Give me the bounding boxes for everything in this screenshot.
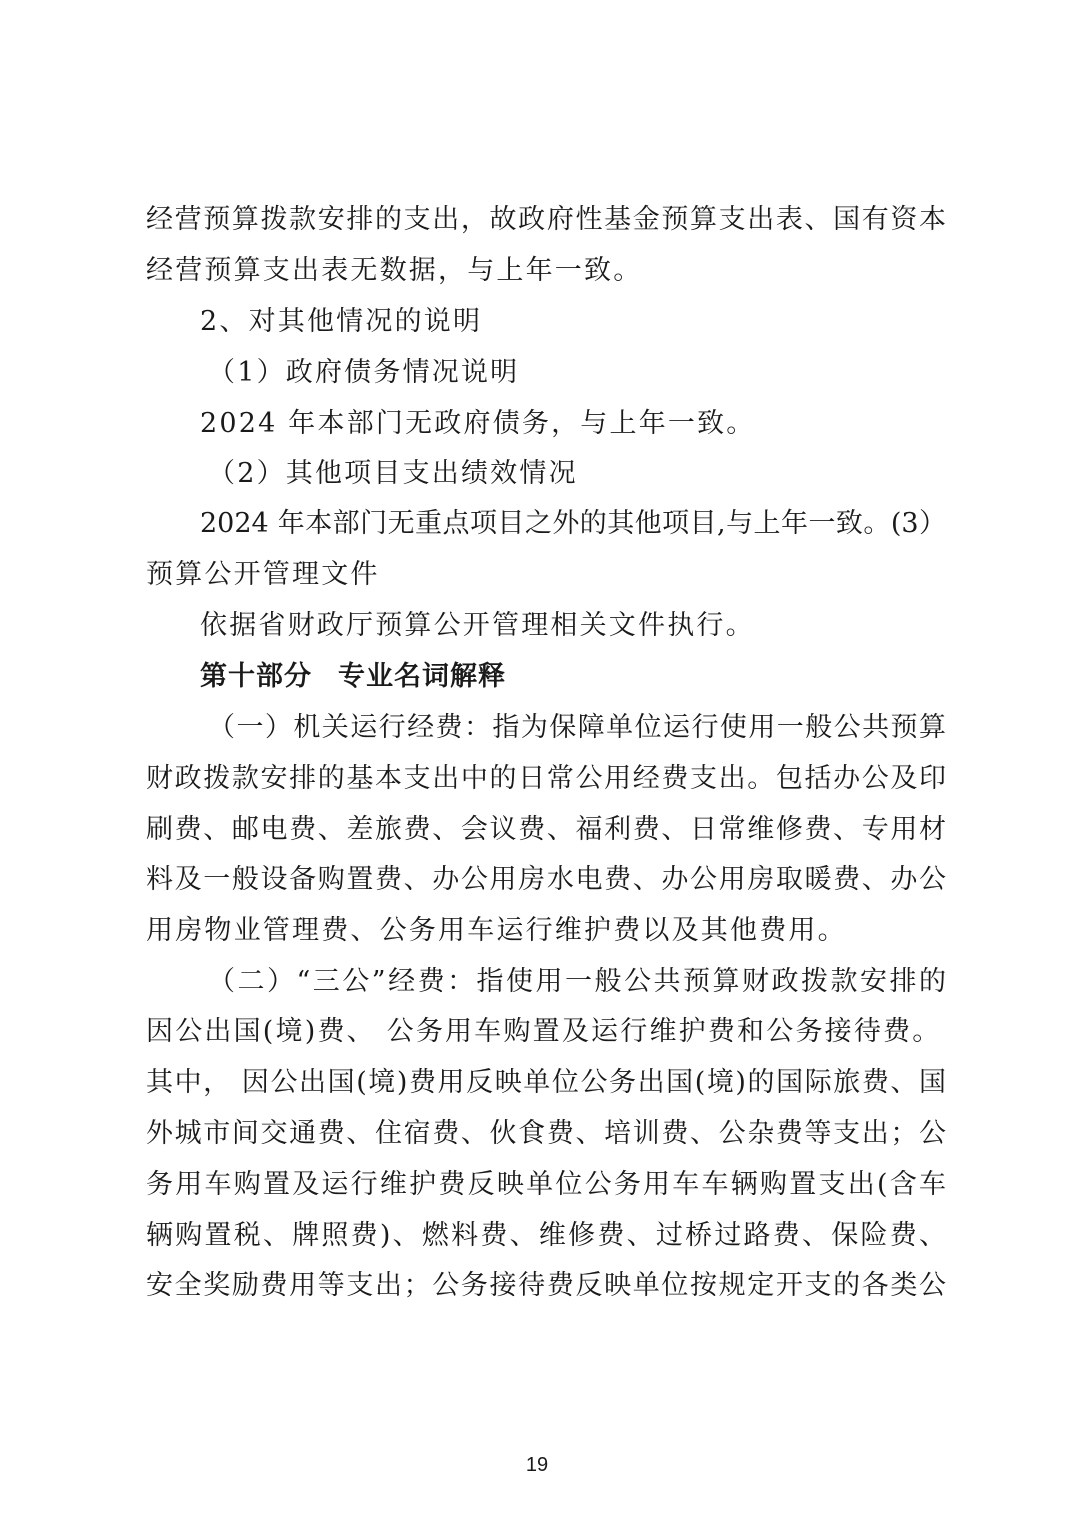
body-line: 预算公开管理文件 — [146, 559, 380, 590]
body-line: 经营预算支出表无数据，与上年一致。 — [146, 255, 643, 286]
section-heading-part: 第十部分 — [200, 661, 312, 692]
section-heading — [200, 659, 946, 695]
body-line: 2024 年本部门无政府债务，与上年一致。 — [200, 408, 756, 439]
body-line: 料及一般设备购置费、办公用房水电费、办公用房取暖费、办公 — [146, 864, 946, 895]
body-line: 因公出国(境)费、 公务用车购置及运行维护费和公务接待费。 — [146, 1016, 942, 1047]
body-line: 用房物业管理费、公务用车运行维护费以及其他费用。 — [146, 915, 847, 946]
body-line: 经营预算拨款安排的支出，故政府性基金预算支出表、国有资本 — [146, 204, 946, 235]
body-line: 辆购置税、牌照费)、燃料费、维修费、过桥过路费、保险费、 — [146, 1220, 946, 1251]
subsection-heading: （2）其他项目支出绩效情况 — [208, 458, 578, 489]
subsection-heading: （1）政府债务情况说明 — [208, 357, 520, 388]
body-line: 依据省财政厅预算公开管理相关文件执行。 — [200, 610, 755, 641]
subsection-heading: 2、对其他情况的说明 — [200, 306, 483, 337]
body-line: 财政拨款安排的基本支出中的日常公用经费支出。包括办公及印 — [146, 763, 946, 794]
body-line: 刷费、邮电费、差旅费、会议费、福利费、日常维修费、专用材 — [146, 814, 946, 845]
body-line: （二）“三公”经费：指使用一般公共预算财政拨款安排的 — [208, 966, 946, 997]
section-heading-title: 专业名词解释 — [338, 661, 506, 692]
body-line: 务用车购置及运行维护费反映单位公务用车车辆购置支出(含车 — [146, 1169, 946, 1200]
body-line: （一）机关运行经费：指为保障单位运行使用一般公共预算 — [208, 712, 946, 743]
body-line: 2024 年本部门无重点项目之外的其他项目,与上年一致。(3） — [200, 508, 946, 539]
body-line: 安全奖励费用等支出；公务接待费反映单位按规定开支的各类公 — [146, 1270, 946, 1301]
body-line: 外城市间交通费、住宿费、伙食费、培训费、公杂费等支出；公 — [146, 1118, 946, 1149]
body-line: 其中， 因公出国(境)费用反映单位公务出国(境)的国际旅费、国 — [146, 1067, 946, 1098]
page-number: 19 — [525, 1454, 549, 1476]
